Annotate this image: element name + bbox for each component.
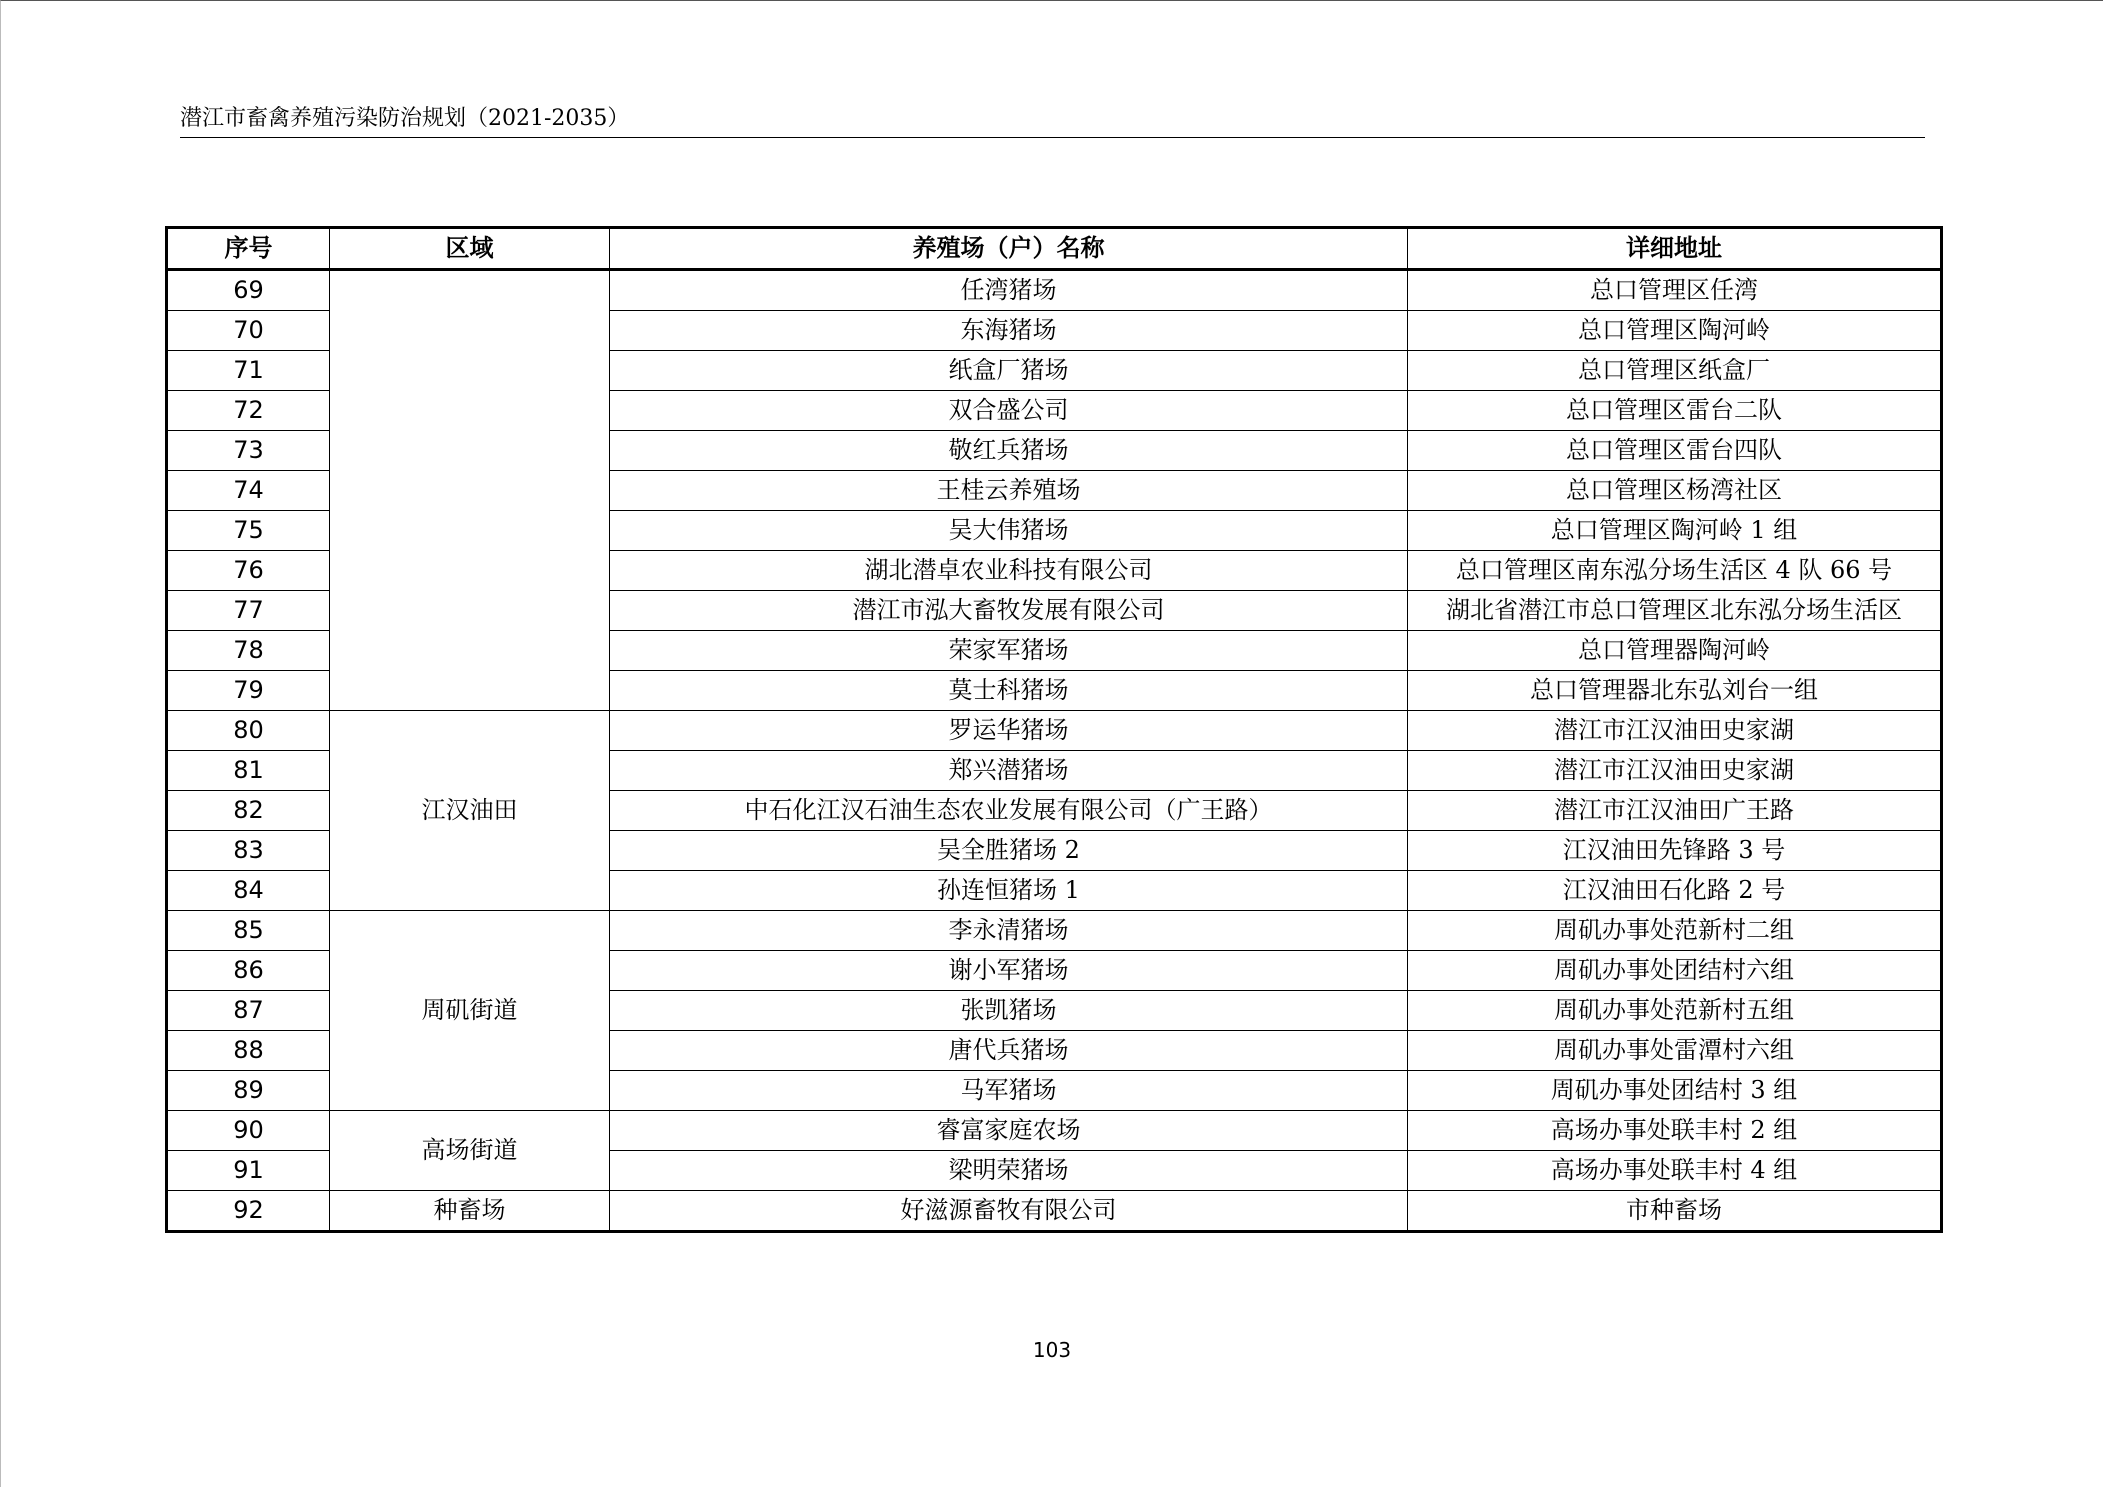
cell-farm-name: 吴大伟猪场 — [610, 511, 1408, 551]
cell-seq: 82 — [167, 791, 330, 831]
cell-address: 周矶办事处范新村二组 — [1408, 911, 1942, 951]
cell-seq: 84 — [167, 871, 330, 911]
cell-farm-name: 好滋源畜牧有限公司 — [610, 1191, 1408, 1232]
cell-farm-name: 荣家军猪场 — [610, 631, 1408, 671]
table-body — [167, 270, 1942, 1232]
cell-address: 高场办事处联丰村 4 组 — [1408, 1151, 1942, 1191]
cell-farm-name: 纸盒厂猪场 — [610, 351, 1408, 391]
page-number: 103 — [1032, 1338, 1072, 1362]
cell-seq: 72 — [167, 391, 330, 431]
cell-farm-name: 唐代兵猪场 — [610, 1031, 1408, 1071]
cell-seq: 76 — [167, 551, 330, 591]
cell-farm-name: 马军猪场 — [610, 1071, 1408, 1111]
cell-farm-name: 湖北潜卓农业科技有限公司 — [610, 551, 1408, 591]
cell-address: 周矶办事处团结村六组 — [1408, 951, 1942, 991]
table-row — [167, 711, 1942, 751]
cell-address: 周矶办事处雷潭村六组 — [1408, 1031, 1942, 1071]
table-row — [167, 911, 1942, 951]
cell-farm-name: 王桂云养殖场 — [610, 471, 1408, 511]
table-row — [167, 270, 1942, 311]
cell-address: 潜江市江汉油田史家湖 — [1408, 751, 1942, 791]
table-row — [167, 1191, 1942, 1232]
cell-address: 总口管理器北东弘刘台一组 — [1408, 671, 1942, 711]
cell-seq: 88 — [167, 1031, 330, 1071]
cell-region: 高场街道 — [330, 1111, 610, 1191]
farm-list-table — [165, 226, 1943, 1233]
cell-seq: 83 — [167, 831, 330, 871]
column-header-seq: 序号 — [167, 228, 330, 270]
cell-address: 江汉油田先锋路 3 号 — [1408, 831, 1942, 871]
cell-farm-name: 莫士科猪场 — [610, 671, 1408, 711]
cell-farm-name: 谢小军猪场 — [610, 951, 1408, 991]
cell-farm-name: 李永清猪场 — [610, 911, 1408, 951]
cell-seq: 78 — [167, 631, 330, 671]
cell-address: 总口管理器陶河岭 — [1408, 631, 1942, 671]
cell-seq: 85 — [167, 911, 330, 951]
cell-seq: 77 — [167, 591, 330, 631]
cell-region — [330, 270, 610, 711]
cell-farm-name: 东海猪场 — [610, 311, 1408, 351]
cell-seq: 73 — [167, 431, 330, 471]
cell-seq: 80 — [167, 711, 330, 751]
cell-seq: 92 — [167, 1191, 330, 1232]
table-header-row — [167, 228, 1942, 270]
cell-address: 周矶办事处范新村五组 — [1408, 991, 1942, 1031]
cell-region: 江汉油田 — [330, 711, 610, 911]
cell-address: 总口管理区陶河岭 — [1408, 311, 1942, 351]
cell-address: 总口管理区任湾 — [1408, 270, 1942, 311]
cell-seq: 71 — [167, 351, 330, 391]
cell-address: 总口管理区纸盒厂 — [1408, 351, 1942, 391]
cell-seq: 75 — [167, 511, 330, 551]
cell-region: 周矶街道 — [330, 911, 610, 1111]
cell-farm-name: 梁明荣猪场 — [610, 1151, 1408, 1191]
cell-address: 高场办事处联丰村 2 组 — [1408, 1111, 1942, 1151]
cell-farm-name: 孙连恒猪场 1 — [610, 871, 1408, 911]
column-header-address: 详细地址 — [1408, 228, 1942, 270]
document-header-title: 潜江市畜禽养殖污染防治规划（2021-2035） — [180, 106, 630, 131]
cell-farm-name: 睿富家庭农场 — [610, 1111, 1408, 1151]
cell-address: 总口管理区雷台四队 — [1408, 431, 1942, 471]
cell-address: 周矶办事处团结村 3 组 — [1408, 1071, 1942, 1111]
cell-address: 潜江市江汉油田史家湖 — [1408, 711, 1942, 751]
cell-seq: 79 — [167, 671, 330, 711]
cell-seq: 69 — [167, 270, 330, 311]
cell-region: 种畜场 — [330, 1191, 610, 1232]
cell-seq: 87 — [167, 991, 330, 1031]
cell-farm-name: 任湾猪场 — [610, 270, 1408, 311]
cell-seq: 81 — [167, 751, 330, 791]
cell-farm-name: 张凯猪场 — [610, 991, 1408, 1031]
cell-farm-name: 潜江市泓大畜牧发展有限公司 — [610, 591, 1408, 631]
cell-address: 总口管理区杨湾社区 — [1408, 471, 1942, 511]
column-header-farm-name: 养殖场（户）名称 — [610, 228, 1408, 270]
column-header-region: 区域 — [330, 228, 610, 270]
cell-seq: 74 — [167, 471, 330, 511]
cell-seq: 70 — [167, 311, 330, 351]
cell-farm-name: 郑兴潜猪场 — [610, 751, 1408, 791]
cell-farm-name: 敬红兵猪场 — [610, 431, 1408, 471]
cell-seq: 91 — [167, 1151, 330, 1191]
cell-seq: 86 — [167, 951, 330, 991]
cell-address: 江汉油田石化路 2 号 — [1408, 871, 1942, 911]
cell-seq: 89 — [167, 1071, 330, 1111]
cell-farm-name: 罗运华猪场 — [610, 711, 1408, 751]
cell-farm-name: 中石化江汉石油生态农业发展有限公司（广王路） — [610, 791, 1408, 831]
cell-address: 总口管理区南东泓分场生活区 4 队 66 号 — [1408, 551, 1942, 591]
cell-farm-name: 双合盛公司 — [610, 391, 1408, 431]
cell-address: 市种畜场 — [1408, 1191, 1942, 1232]
cell-address: 潜江市江汉油田广王路 — [1408, 791, 1942, 831]
cell-address: 总口管理区陶河岭 1 组 — [1408, 511, 1942, 551]
cell-farm-name: 吴全胜猪场 2 — [610, 831, 1408, 871]
cell-address: 湖北省潜江市总口管理区北东泓分场生活区 — [1408, 591, 1942, 631]
table-row — [167, 1111, 1942, 1151]
cell-address: 总口管理区雷台二队 — [1408, 391, 1942, 431]
header-rule — [180, 137, 1925, 138]
cell-seq: 90 — [167, 1111, 330, 1151]
